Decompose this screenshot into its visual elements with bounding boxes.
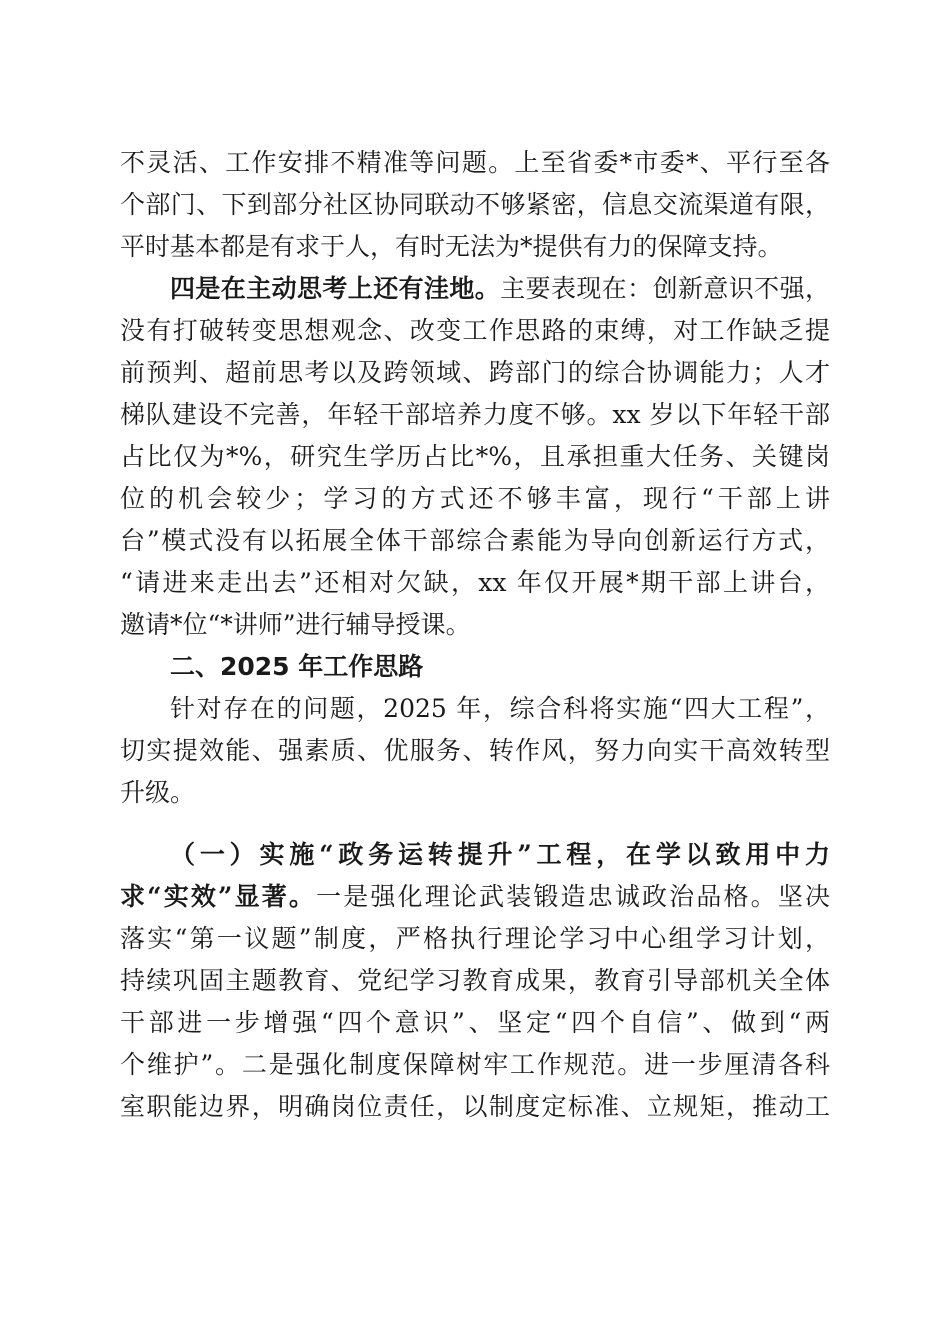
point-one-text: 一是强化理论武装锻造忠诚政治品格。坚决	[316, 882, 830, 911]
paragraph-line: 台”模式没有以拓展全体干部综合素能为导向创新运行方式，	[120, 526, 830, 555]
paragraph-line: 没有打破转变思想观念、改变工作思路的束缚，对工作缺乏提	[120, 316, 830, 345]
paragraph-line: 个部门、下到部分社区协同联动不够紧密，信息交流渠道有限，	[120, 190, 830, 219]
paragraph-line: 切实提效能、强素质、优服务、转作风，努力向实干高效转型	[120, 736, 830, 765]
paragraph-line: 前预判、超前思考以及跨领域、跨部门的综合协调能力；人才	[120, 358, 830, 387]
paragraph-line	[120, 876, 830, 918]
subsection-title-end: 求“实效”显著。	[120, 882, 317, 911]
paragraph-line: 持续巩固主题教育、党纪学习教育成果，教育引导部机关全体	[120, 966, 830, 995]
paragraph-first-line	[120, 268, 830, 310]
paragraph-first-line: 针对存在的问题，2025 年，综合科将实施“四大工程”，	[170, 694, 830, 723]
paragraph-line: “请进来走出去”还相对欠缺，xx 年仅开展*期干部上讲台，	[120, 568, 830, 597]
paragraph-line: 平时基本都是有求于人，有时无法为*提供有力的保障支持。	[120, 232, 783, 261]
paragraph-line: 位的机会较少；学习的方式还不够丰富，现行“干部上讲	[120, 484, 830, 513]
paragraph-line: 梯队建设不完善，年轻干部培养力度不够。xx 岁以下年轻干部	[120, 400, 830, 429]
paragraph-line: 不灵活、工作安排不精准等问题。上至省委*市委*、平行至各	[120, 148, 830, 177]
paragraph-line: 室职能边界，明确岗位责任，以制度定标准、立规矩，推动工	[120, 1092, 830, 1121]
point-four-rest: 主要表现在：创新意识不强，	[500, 274, 830, 303]
section-heading: 二、2025 年工作思路	[170, 652, 424, 681]
paragraph-line: 干部进一步增强“四个意识”、坚定“四个自信”、做到“两	[120, 1008, 830, 1037]
subsection-title-line: （一）实施“政务运转提升”工程，在学以致用中力	[170, 840, 830, 869]
paragraph-line: 邀请*位“*讲师”进行辅导授课。	[120, 610, 471, 639]
document-body	[120, 142, 830, 1128]
point-four-lead: 四是在主动思考上还有洼地。	[170, 274, 501, 303]
paragraph-line: 升级。	[120, 778, 196, 807]
paragraph-line: 个维护”。二是强化制度保障树牢工作规范。进一步厘清各科	[120, 1050, 830, 1079]
paragraph-line: 落实“第一议题”制度，严格执行理论学习中心组学习计划，	[120, 924, 830, 953]
paragraph-line: 占比仅为*%，研究生学历占比*%，且承担重大任务、关键岗	[120, 442, 830, 471]
paragraph-spacer	[120, 814, 830, 834]
